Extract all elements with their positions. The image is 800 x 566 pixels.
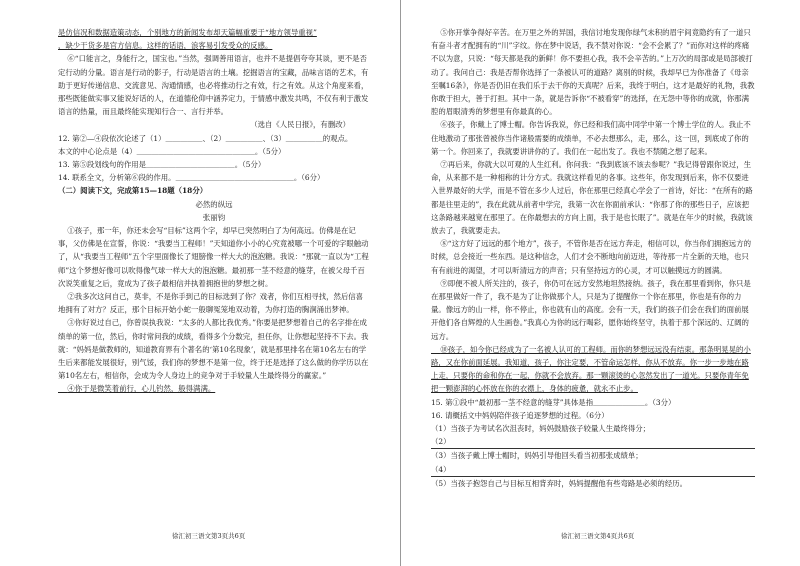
question-13: 13. 第⑤段划线句的作用是＿＿＿＿＿＿＿＿＿＿＿＿。（5分） <box>58 160 266 170</box>
paragraph: ⑧“这方好了远远的那个地方”，孩子，不管你是否在远方奔走，相信可以，你当你们拥抱远方的时候，总会接近一些东西。是这种信念，人们才会不断地向前迈进，等待那一片全新的天地，也只有有前进的渴望，才可以听清远方的声音；只有坚持远方的心灵，才可以触摸远方的圆满。 <box>431 239 751 275</box>
answer-line: （5）当孩子抱怨自己与目标互相背弃时，妈妈提醒他有些弯路是必须的经历。 <box>431 478 687 488</box>
answer-line: （1）当孩子为考试名次沮丧时，妈妈鼓励孩子较量人生最终得分； <box>431 424 651 434</box>
question-15: 15. 第①段中“最初那一茎不经意的缝芽”具体是指＿＿＿＿＿＿＿。（3分） <box>431 397 676 407</box>
left-column <box>58 26 370 396</box>
page-footer: 徐汇初三语文第3页共6页 <box>172 532 246 540</box>
answer-line[interactable]: （4） <box>431 463 755 477</box>
paragraph: ⑨即便不被人所关注的，孩子，你仍可在远方安然地坦然接纳。孩子，我在那里看到你，你只是在那里做好一件了，我不是为了让你做那个人，只是为了提醒你一个你在那里，你也是有你的力量。像远方的山一样，你不停止，你也就有山的高度。会有一天，我们的孩子们会在我们的面前展开他们各自辉煌的人生画卷。”我真心为你的远行喝彩，愿你始终坚守，执着于那个深远的、辽阔的远方。 <box>431 278 751 341</box>
answer-line: （3）当孩子戴上博士帽时，妈妈引导他回头看当初那张成绩单； <box>431 451 643 461</box>
paragraph: ，缺少干货多是官方信息。这样的话语，浪客易引发受众的反感。 <box>58 41 273 51</box>
question-16: 16. 请概括文中妈妈陪伴孩子追逐梦想的过程。（6分） <box>431 410 609 420</box>
page-right <box>400 0 800 566</box>
article-author: 张丽钧 <box>202 212 226 222</box>
paragraph: ②我多次这问自己，莫非，不是你手到己的目标选到了你？戏者，你们互相寻找，然后信喜地拥有了对方？反正，那个目标开始小蛇一般聊冤笼地双动着，为你打造的胸涧涌出梦神。 <box>58 292 364 315</box>
right-column <box>431 26 755 490</box>
question-12: 12. 第②—④段依次论述了（1）＿＿＿＿＿、（2）＿＿＿＿＿、（3）＿＿＿＿＿的观点。 <box>58 133 353 143</box>
question-12-b: 本文的中心论点是（4）＿＿＿＿＿＿＿＿＿＿＿＿＿＿＿＿。（5分） <box>58 146 286 156</box>
answer-line[interactable]: （2） <box>431 435 755 449</box>
paragraph: ④你于是微笑着前行，心儿钓然，般得满满。 <box>58 384 216 394</box>
paragraph: ⑥孩子，你戴上了博士帽。你告诉我说，你已经和我们高中同学中第一个博士学位的人。我止不住地激动了那张曾被你当作诸般需要的成绩单，不必去想那么，走，那么，这一回，到底成了你的第一个。你回来了，我就要讲讲你的了。我们在一起出发了。我也不禁随之想了起来。 <box>431 120 751 156</box>
article-title: 必然的纵远 <box>195 199 233 209</box>
paragraph: ⑤你开掌争得好辛苦。在万里之外的异国，我信讨地发现你绿气未积的眉宇间竟隐约有了一道只有奋斗者才配拥有的“川”字纹。你在梦中说话，我不禁对你说：“会不会累了？”而你对这样的疼痛不以为意，只说：“每天都是我的新鲜！你不要担心我，我不会辛苦的。”上万次的局部或是局部被打动了。我问自己：我是否帮你选择了一条被认可的道路？离别的时候，我却早已为你准备了《母亲至嘱16条》，你是否仍旧在我们乐于去干你的天真呢？后来，我终于明白，这才是最好的礼物，我教你敢于担大，善于打担。其中一条，就是告诉你“不被看穿”的选择，在无怨中等你的成就，你那满腔的眉眼清秀的梦想里有你最真的心。 <box>431 28 755 117</box>
paragraph: 是仿信况和数据造策动态，个别地方的新闻发布却天篇幅重要于“地方领导重视” <box>58 28 317 37</box>
question-14: 14. 联系全文，分析第⑥段的作用。＿＿＿＿＿＿＿＿＿＿＿＿＿＿＿＿。（6分） <box>58 173 325 183</box>
paragraph: ⑩孩子，如今你已经成为了一名被人认可的工程师。而你的梦想远远没有结束。那条明晃晃的小路，又在你前面延展。我知道，孩子，你注定要，不管命运怎样，你从不放弃。你一步一步地在路上走，只要你的命和你在一起，你就不会放弃。那一颗滚烫的心忽然发出了一道光。只要你青年免把一颗澎湃的心怀放在你的衣襟上，身体的疲惫，就永不止步。 <box>431 344 751 394</box>
paragraph: ③你好说过自己，你曾误执我说：“太多的人都比我优秀。”你要是把梦想着自己的名字排在成绩单的第一位，然后，你时常问我的成绩，看得多个分数完，担任你，让你想起坚持不下去。我就：“妈妈是做教师的，知道教育界有个著名的‘第10名现象’，就是那里排名在第10名左右的学生后来都能发展很好，别气馁，我们你的梦想不是第一位，终于还是选择了这么做的你学历以在第10名左右，相信你，会成为令人身边上的竞争对于手较量人生最终得分的赢家。” <box>58 318 369 381</box>
section-heading: （二）阅读下文，完成第15—18题（18分） <box>58 186 208 196</box>
paragraph: ①孩子，那一年，你还未会写“目标”这两个字，却早已突然明白了为何高远。仿佛是在记事，父仿佛是在宣誓，你说：“我要当工程师！”天知道你小小的心究竟被哪一个可爱的字眼触动了，从“我要当工程师”五个字里面像长了翅膀像一样大大的泡泡糖。我说：“那就一直以为“工程师”这个梦想好像可以吹得像气球一样大大的泡泡糖。最初那一茎不经意的缝芽，在被父母千百次说笑重复之后，竟成为了孩子最相信并执着拥抱世的梦想之树。 <box>58 226 369 288</box>
paragraph: ⑦再后来，你就大以可观的人生红利。你问我：“我到底该不该去参呢？”我记得曾跟你说过，生命，从来都不是一种相称的计分方式。我就这样看见的各事。这些年，你发现到后来，你不仅要进入世界最好的大学，而是不管在多少人过后，你在那里已经真心学会了一首诗，好比：“在所有的路都是往里走的”，我在此就从前者中学完，我第一次在你面前承认：“你那了你的那些日子，应该把这条路越来越宽在那里了。在你最想去的方向上面，我于是也长眠了”。就是在年少的时候，我就该放去了，我就要走去。 <box>431 160 753 236</box>
source-note: （选自《人民日报》，有删改） <box>250 120 350 130</box>
page-footer: 徐汇初三语文第4页共6页 <box>561 532 635 540</box>
paragraph: ⑥“口能言之，身能行之，国宝也。”当然，强调善用语言，也并不是提倡夸夸其谈，更不是否定行动的分量。语言是行动的影子，行动是语言的土壤。挖掘语言的宝藏，品味言语的艺术，有助于更好传递信息、交流意见、沟通情感，也必将推动行之有效，行之有效。从这个角度来看，那些既能做实事又能说好话的人，在道德伦仰中涵养定力，于情感中激发共鸣，不仅有利于激发语言的热量，而且最终能实现知行合一、言行并举。 <box>58 54 369 117</box>
